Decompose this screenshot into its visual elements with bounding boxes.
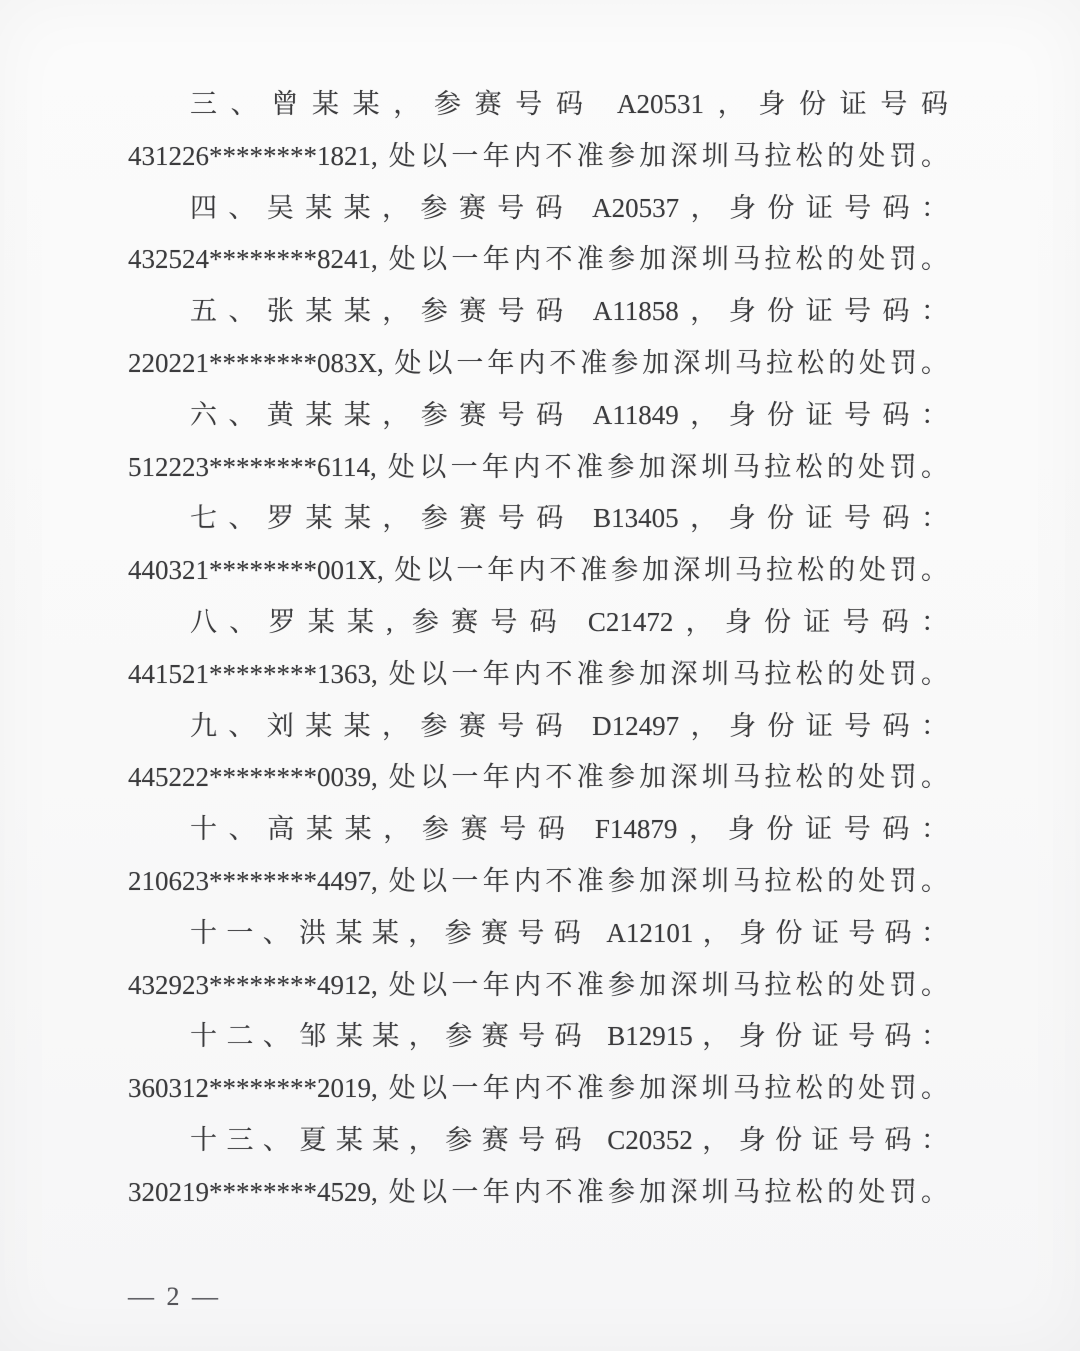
entry-detail-line: 432524********8241, 处以一年内不准参加深圳马拉松的处罚。 (128, 244, 948, 275)
entry-heading-line: 十二、邹某某，参赛号码 B12915，身份证号码： (190, 1021, 948, 1052)
entry-heading-line: 十、高某某，参赛号码 F14879，身份证号码： (190, 814, 948, 845)
entry-detail-line: 320219********4529, 处以一年内不准参加深圳马拉松的处罚。 (128, 1176, 948, 1207)
entry-heading-line: 五、张某某，参赛号码 A11858，身份证号码： (190, 296, 948, 327)
entry-heading-line: 六、黄某某，参赛号码 A11849，身份证号码： (190, 399, 948, 430)
penalty-entry-12 (128, 1011, 948, 1115)
penalty-list (128, 79, 948, 1219)
penalty-entry-3 (128, 79, 948, 183)
entry-detail-line: 441521********1363, 处以一年内不准参加深圳马拉松的处罚。 (128, 658, 948, 689)
penalty-entry-8 (128, 597, 948, 701)
entry-detail-line: 360312********2019, 处以一年内不准参加深圳马拉松的处罚。 (128, 1073, 948, 1104)
penalty-entry-4 (128, 183, 948, 287)
penalty-entry-10 (128, 804, 948, 908)
entry-detail-line: 431226********1821, 处以一年内不准参加深圳马拉松的处罚。 (128, 140, 948, 171)
entry-heading-line: 九、刘某某，参赛号码 D12497，身份证号码： (190, 710, 948, 741)
penalty-entry-6 (128, 390, 948, 494)
entry-heading-line: 十三、夏某某，参赛号码 C20352，身份证号码： (190, 1124, 948, 1155)
entry-detail-line: 512223********6114, 处以一年内不准参加深圳马拉松的处罚。 (128, 451, 948, 482)
entry-detail-line: 432923********4912, 处以一年内不准参加深圳马拉松的处罚。 (128, 969, 948, 1000)
entry-heading-line: 四、吴某某，参赛号码 A20537，身份证号码： (190, 192, 948, 223)
entry-detail-line: 440321********001X, 处以一年内不准参加深圳马拉松的处罚。 (128, 555, 948, 586)
entry-heading-line: 十一、洪某某，参赛号码 A12101，身份证号码： (190, 917, 948, 948)
entry-heading-line: 三、曾某某，参赛号码 A20531，身份证号码 (190, 89, 948, 119)
penalty-entry-9 (128, 701, 948, 805)
penalty-entry-13 (128, 1115, 948, 1219)
page-number: — 2 — (128, 1282, 221, 1311)
penalty-entry-5 (128, 286, 948, 390)
entry-detail-line: 445222********0039, 处以一年内不准参加深圳马拉松的处罚。 (128, 762, 948, 793)
entry-detail-line: 210623********4497, 处以一年内不准参加深圳马拉松的处罚。 (128, 865, 948, 896)
entry-detail-line: 220221********083X, 处以一年内不准参加深圳马拉松的处罚。 (128, 347, 948, 378)
entry-heading-line: 七、罗某某，参赛号码 B13405，身份证号码： (190, 503, 948, 534)
penalty-entry-7 (128, 493, 948, 597)
penalty-entry-11 (128, 908, 948, 1012)
entry-heading-line: 八、罗某某, 参赛号码 C21472，身份证号码： (190, 606, 948, 637)
